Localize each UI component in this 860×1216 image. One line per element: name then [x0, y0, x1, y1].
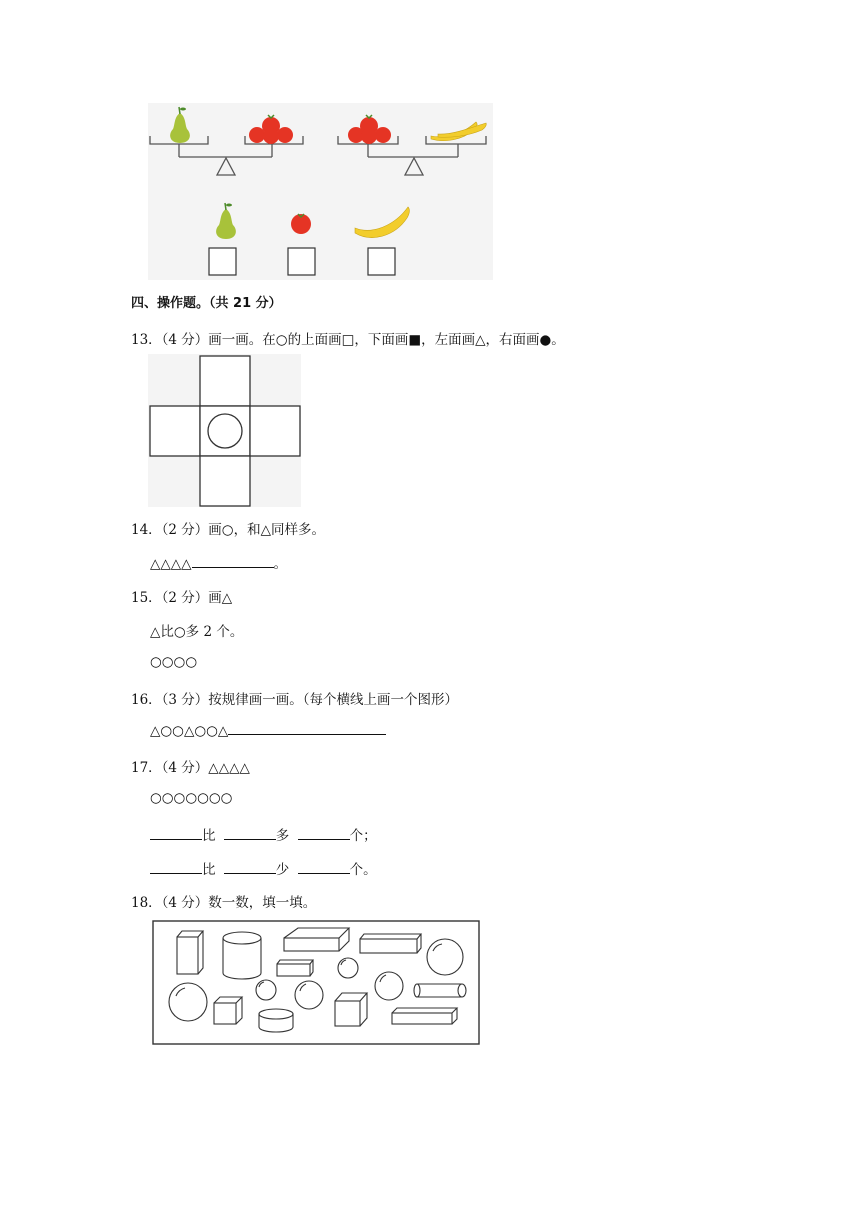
grid-cell-left[interactable]: [150, 406, 200, 456]
answer-blank[interactable]: [150, 861, 202, 874]
question-14-prompt: 14．（2 分）画○，和△同样多。: [131, 522, 325, 538]
question-15-circles: ○○○○: [150, 654, 198, 670]
answer-blank[interactable]: [150, 827, 202, 840]
balance-scales-figure: [148, 103, 493, 280]
word-compare: 比: [202, 828, 216, 844]
solid-shapes-figure: [152, 920, 480, 1045]
cross-grid: [148, 354, 301, 507]
question-16-prompt: 16．（3 分）按规律画一画。（每个横线上画一个图形）: [131, 692, 459, 708]
answer-blank[interactable]: [224, 827, 276, 840]
answer-box[interactable]: [288, 248, 315, 275]
grid-cell-top[interactable]: [200, 356, 250, 406]
answer-blank[interactable]: [298, 861, 350, 874]
period-text: 。: [273, 556, 288, 572]
word-compare: 比: [202, 862, 216, 878]
word-unit: 个；: [349, 828, 377, 844]
answer-blank[interactable]: [298, 827, 350, 840]
answer-box[interactable]: [368, 248, 395, 275]
answer-blank[interactable]: [192, 555, 274, 568]
question-17-row-1: [150, 824, 377, 844]
question-16-answer-row: [150, 722, 386, 739]
question-15-prompt: 15．（2 分）画△: [131, 590, 233, 606]
question-17-circles: ○○○○○○○: [150, 790, 233, 806]
answer-blank[interactable]: [228, 722, 386, 735]
question-17-row-2: [150, 858, 377, 878]
word-more: 多: [275, 828, 290, 844]
question-18-prompt: 18．（4 分）数一数，填一填。: [131, 895, 317, 911]
question-13-prompt: 13．（4 分）画一画。在○的上面画□，下面画■，左面画△，右面画●。: [131, 332, 565, 348]
question-15-line-1: △比○多 2 个。: [150, 624, 244, 640]
grid-cell-right[interactable]: [250, 406, 300, 456]
answer-box[interactable]: [209, 248, 236, 275]
grid-cell-bottom[interactable]: [200, 456, 250, 506]
word-unit: 个。: [349, 862, 377, 878]
question-14-answer-row: [150, 552, 287, 572]
word-less: 少: [275, 862, 290, 878]
question-17-prompt: 17．（4 分）△△△△: [131, 760, 250, 776]
answer-blank[interactable]: [224, 861, 276, 874]
pattern-text: △○○△○○△: [150, 723, 229, 739]
tomato-icon: [291, 214, 311, 234]
section-title: 四、操作题。（共 21 分）: [131, 296, 282, 311]
triangles-text: △△△△: [150, 556, 192, 572]
